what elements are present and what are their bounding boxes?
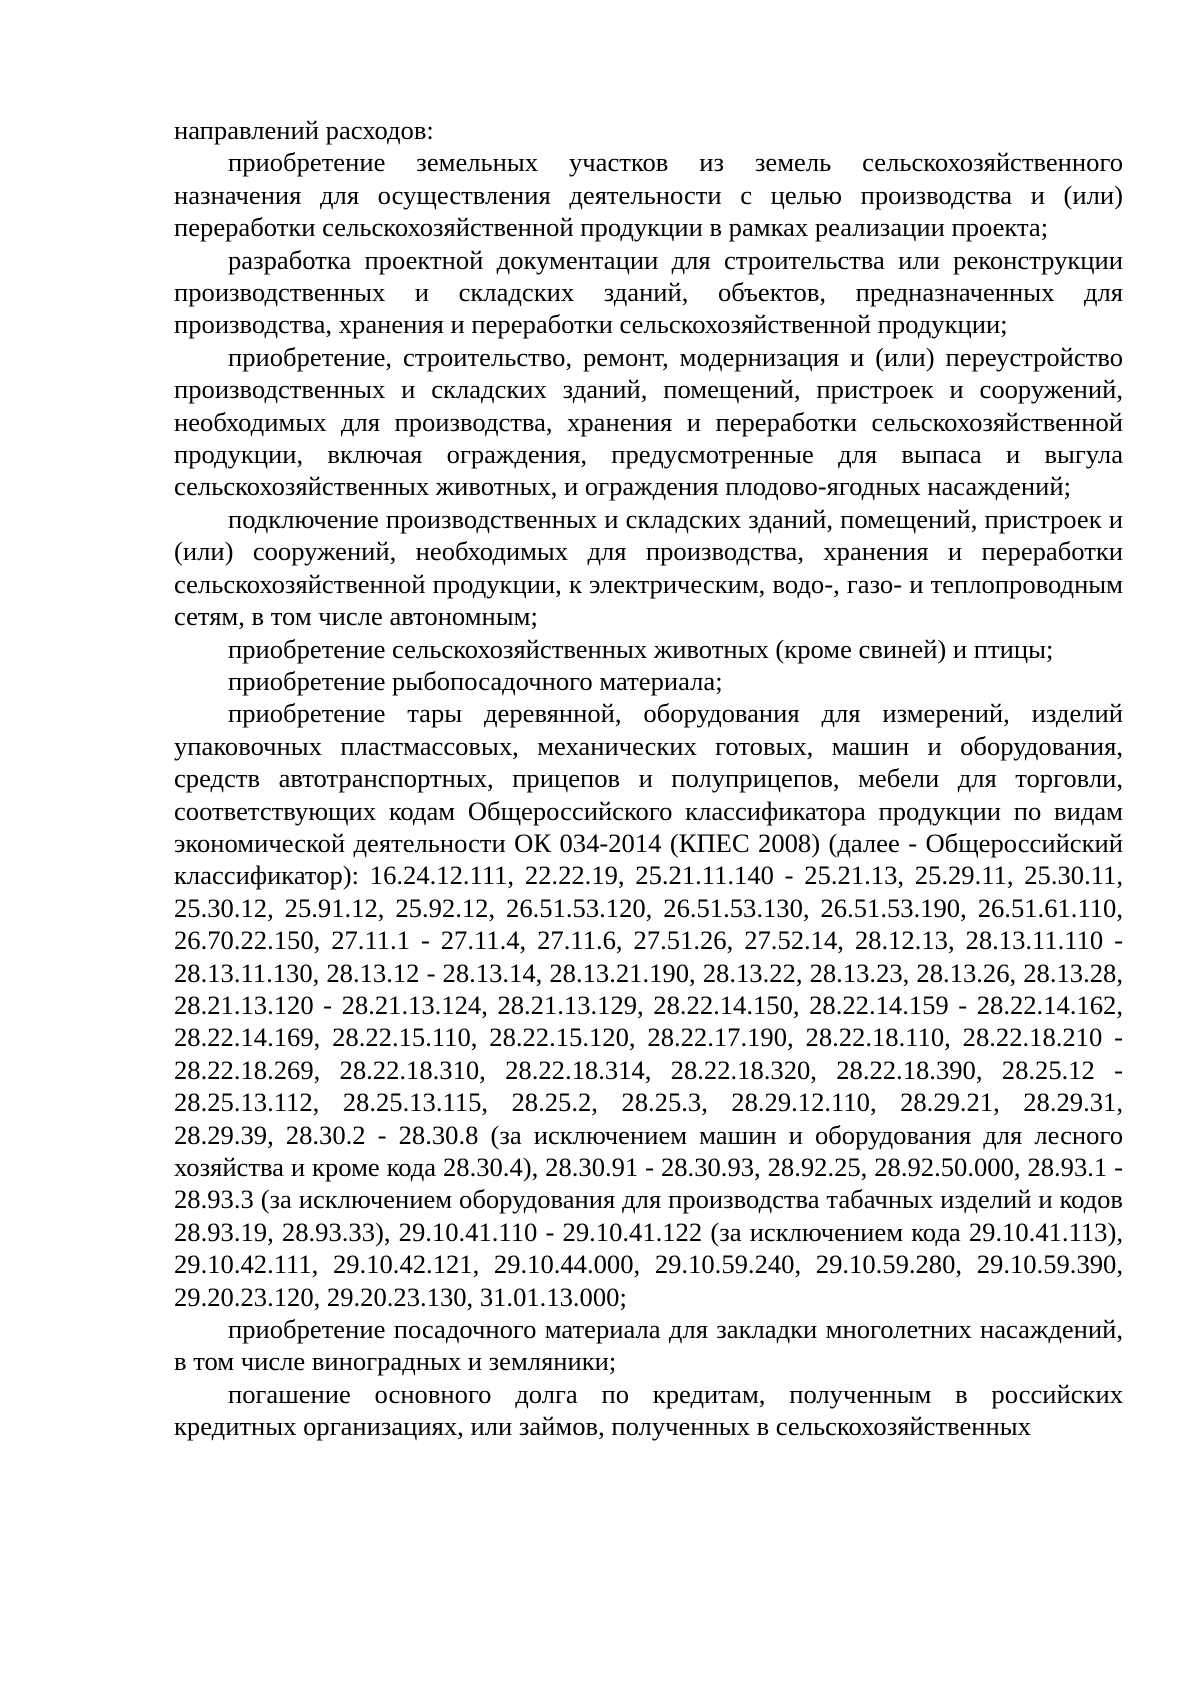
- paragraph-planting-material: приобретение посадочного материала для закладки многолетних насаждений, в том числе виноградных и земляники;: [174, 1314, 1123, 1377]
- paragraph-continuation: направлений расходов:: [174, 115, 434, 145]
- paragraph-equipment-codes: приобретение тары деревянной, оборудования для измерений, изделий упаковочных пластмассовых, механических готовых, машин и оборудования, средств автотранспортных, прицепов и полуприцепов, мебели для торговли, соответствующих кодам Общероссийского классификатора продукции по видам экономической деятельности ОК 034-2014 (КПЕС 2008) (далее - Общероссийский классификатор): 16.24.12.111, 22.22.19, 25.21.11.140 - 25.21.13, 25.29.11, 25.30.11, 25.30.12, 25.91.12, 25.92.12, 26.51.53.120, 26.51.53.130, 26.51.53.190, 26.51.61.110, 26.70.22.150, 27.11.1 - 27.11.4, 27.11.6, 27.51.26, 27.52.14, 28.12.13, 28.13.11.110 - 28.13.11.130, 28.13.12 - 28.13.14, 28.13.21.190, 28.13.22, 28.13.23, 28.13.26, 28.13.28, 28.21.13.120 - 28.21.13.124, 28.21.13.129, 28.22.14.150, 28.22.14.159 - 28.22.14.162, 28.22.14.169, 28.22.15.110, 28.22.15.120, 28.22.17.190, 28.22.18.110, 28.22.18.210 - 28.22.18.269, 28.22.18.310, 28.22.18.314, 28.22.18.320, 28.22.18.390, 28.25.12 - 28.25.13.112, 28.25.13.115, 28.25.2, 28.25.3, 28.29.12.110, 28.29.21, 28.29.31, 28.29.39, 28.30.2 - 28.30.8 (за исключением машин и оборудования для лесного хозяйства и кроме кода 28.30.4), 28.30.91 - 28.30.93, 28.92.25, 28.92.50.000, 28.93.1 - 28.93.3 (за исключением оборудования для производства табачных изделий и кодов 28.93.19, 28.93.33), 29.10.41.110 - 29.10.41.122 (за исключением кода 29.10.41.113), 29.10.42.111, 29.10.42.121, 29.10.44.000, 29.10.59.240, 29.10.59.280, 29.10.59.390, 29.20.23.120, 29.20.23.130, 31.01.13.000;: [174, 698, 1123, 1312]
- paragraph-design-documentation: разработка проектной документации для строительства или реконструкции производственных и складских зданий, объектов, предназначенных для производства, хранения и переработки сельскохозяйственной продукции;: [174, 244, 1123, 340]
- paragraph-livestock: приобретение сельскохозяйственных животных (кроме свиней) и птицы;: [228, 633, 1054, 664]
- paragraph-utility-connection: подключение производственных и складских зданий, помещений, пристроек и (или) сооружений, необходимых для производства, хранения и переработки сельскохозяйственной продукции, к электрическим, водо-, газо- и теплопроводным сетям, в том числе автономным;: [174, 503, 1123, 632]
- document-body: [174, 114, 1123, 1443]
- paragraph-construction: приобретение, строительство, ремонт, модернизация и (или) переустройство производственных и складских зданий, помещений, пристроек и сооружений, необходимых для производства, хранения и переработки сельскохозяйственной продукции, включая ограждения, предусмотренные для выпаса и выгула сельскохозяйственных животных, и ограждения плодово-ягодных насаждений;: [174, 341, 1123, 502]
- paragraph-loan-repayment: погашение основного долга по кредитам, полученным в российских кредитных организациях, или займов, полученных в сельскохозяйственных: [174, 1378, 1123, 1442]
- paragraph-land-purchase: приобретение земельных участков из земель сельскохозяйственного назначения для осуществления деятельности с целью производства и (или) переработки сельскохозяйственной продукции в рамках реализации проекта;: [174, 147, 1123, 243]
- paragraph-fish-stock: приобретение рыбопосадочного материала;: [228, 665, 723, 696]
